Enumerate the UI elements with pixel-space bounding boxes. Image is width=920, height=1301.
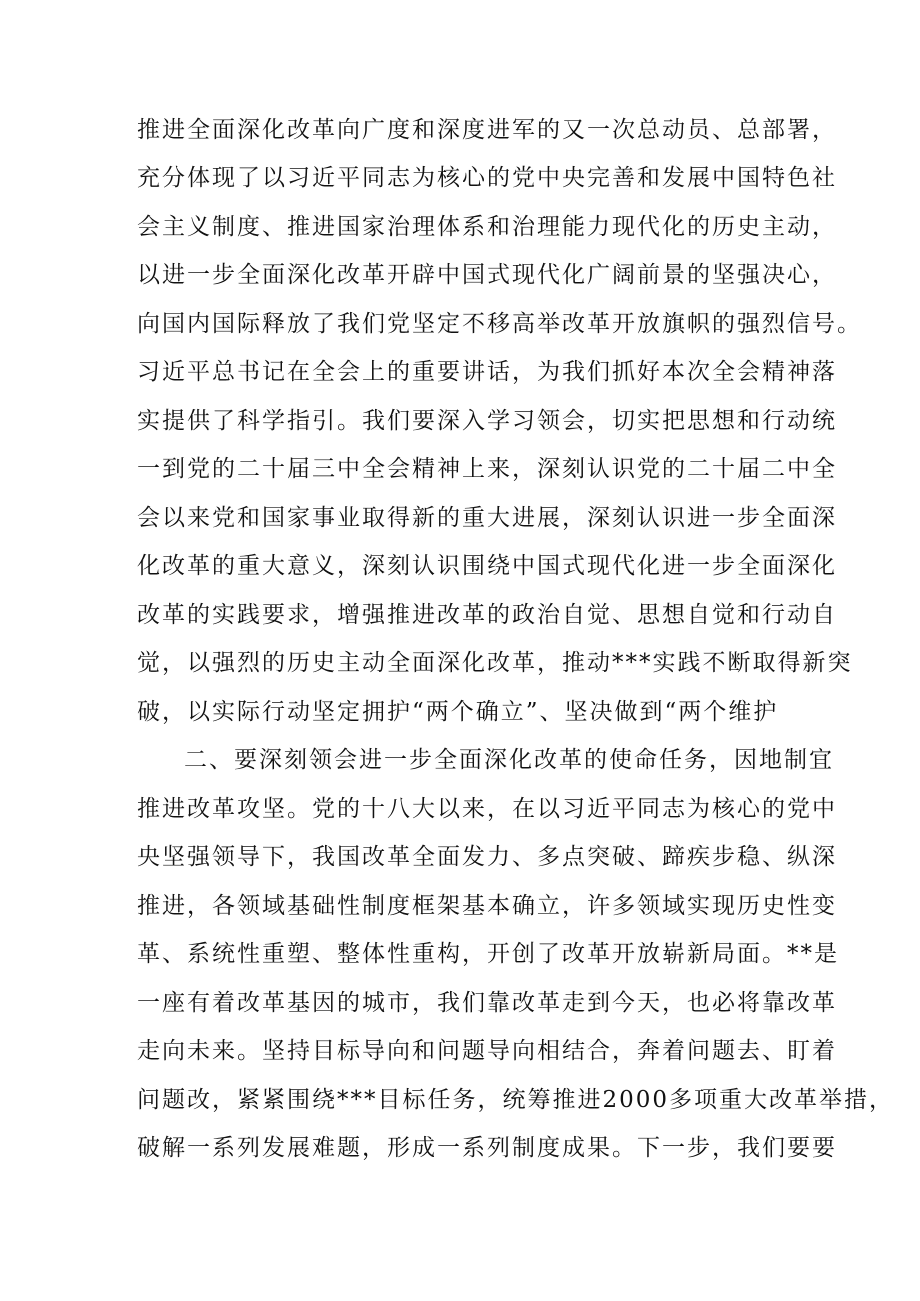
text-line: 一座有着改革基因的城市，我们靠改革走到今天，也必将靠改革	[137, 990, 837, 1016]
text-line: 破解一系列发展难题，形成一系列制度成果。下一步，我们要要	[137, 1135, 837, 1161]
text-line: 走向未来。坚持目标导向和问题导向相结合，奔着问题去、盯着	[137, 1038, 837, 1064]
text-line: 推进改革攻坚。党的十八大以来，在以习近平同志为核心的党中	[137, 796, 837, 822]
text-line: 充分体现了以习近平同志为核心的党中央完善和发展中国特色社	[137, 165, 837, 191]
text-line: 革、系统性重塑、整体性重构，开创了改革开放崭新局面。**是	[137, 941, 839, 967]
text-line: 改革的实践要求，增强推进改革的政治自觉、思想自觉和行动自	[137, 602, 837, 628]
text-line: 向国内国际释放了我们党坚定不移高举改革开放旗帜的强烈信号。	[137, 311, 862, 337]
text-line: 破，以实际行动坚定拥护“两个确立”、坚决做到“两个维护	[137, 699, 779, 725]
text-line: 会主义制度、推进国家治理体系和治理能力现代化的历史主动，	[137, 214, 837, 240]
text-line: 会以来党和国家事业取得新的重大进展，深刻认识进一步全面深	[137, 505, 837, 531]
text-line: 实提供了科学指引。我们要深入学习领会，切实把思想和行动统	[137, 408, 837, 434]
text-line: 推进，各领域基础性制度框架基本确立，许多领域实现历史性变	[137, 893, 837, 919]
text-line: 化改革的重大意义，深刻认识围绕中国式现代化进一步全面深化	[137, 553, 837, 579]
text-line: 习近平总书记在全会上的重要讲话，为我们抓好本次全会精神落	[137, 359, 837, 385]
text-line: 推进全面深化改革向广度和深度进军的又一次总动员、总部署，	[137, 117, 837, 143]
text-line: 觉，以强烈的历史主动全面深化改革，推动***实践不断取得新突	[137, 650, 853, 676]
text-line: 央坚强领导下，我国改革全面发力、多点突破、蹄疾步稳、纵深	[137, 844, 837, 870]
text-line: 以进一步全面深化改革开辟中国式现代化广阔前景的坚强决心，	[137, 262, 837, 288]
text-line: 问题改，紧紧围绕***目标任务，统筹推进2000多项重大改革举措，	[137, 1087, 895, 1113]
text-line: 一到党的二十届三中全会精神上来，深刻认识党的二十届二中全	[137, 456, 837, 482]
paragraph-heading-line: 二、要深刻领会进一步全面深化改革的使命任务，因地制宜	[184, 747, 834, 773]
